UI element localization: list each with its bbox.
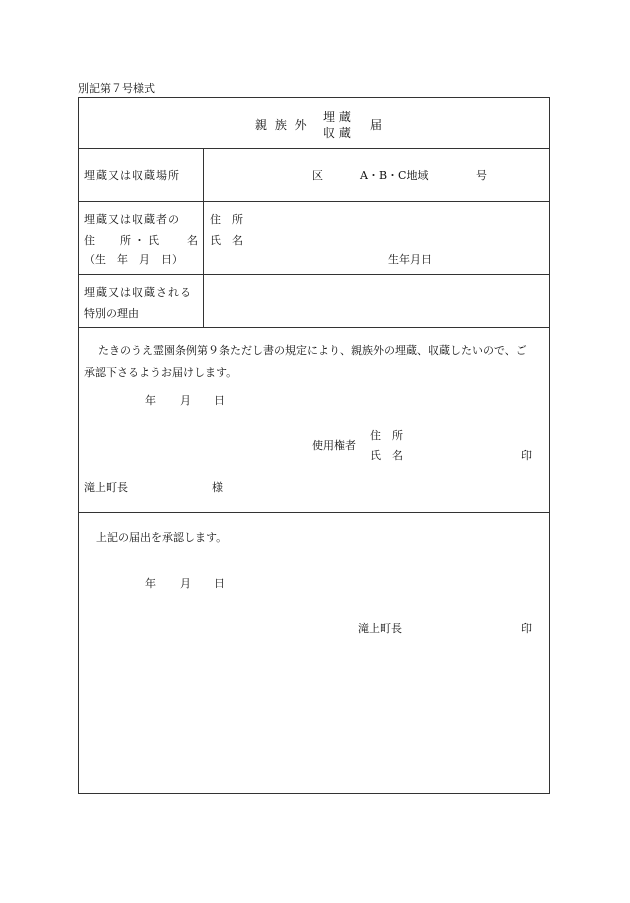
approval-mayor: 滝上町長 (358, 622, 402, 635)
person-label-line2-c: 名 (187, 234, 198, 247)
title-stacked-storage: 収 蔵 (323, 126, 351, 140)
title-suffix: 届 (370, 118, 383, 132)
application-text-line2: 承認下さるようお届けします。 (84, 366, 238, 379)
addressee: 滝上町長 (84, 481, 128, 494)
divider-location (78, 201, 550, 202)
rights-holder-name-label: 氏 名 (370, 449, 403, 462)
person-label-line3: （生 年 月 日） (84, 253, 183, 266)
title-prefix: 親 族 外 (255, 118, 309, 132)
approval-date-month: 月 (180, 577, 191, 590)
form-number: 別記第７号様式 (78, 82, 155, 95)
rights-holder-address-label: 住 所 (370, 429, 403, 442)
divider-person (78, 274, 550, 275)
person-birthdate-label: 生年月日 (388, 253, 432, 266)
person-label-line2-b: 所・氏 (120, 234, 162, 247)
location-ward: 区 (312, 169, 323, 182)
application-date-month: 月 (180, 394, 191, 407)
label-column-divider (203, 148, 204, 327)
location-area: A・B・C地域 (360, 169, 429, 182)
title-stacked-burial: 埋 蔵 (323, 110, 351, 124)
approval-date-year: 年 (145, 577, 156, 590)
person-name-label: 氏 名 (210, 234, 243, 247)
application-date-year: 年 (145, 394, 156, 407)
application-seal: 印 (521, 449, 532, 462)
reason-label-line1: 埋蔵又は収蔵される (84, 286, 192, 299)
rights-holder-label: 使用権者 (312, 439, 356, 452)
person-label-line1: 埋蔵又は収蔵者の (84, 213, 180, 226)
divider-reason (78, 327, 550, 328)
approval-text: 上記の届出を承認します。 (96, 531, 228, 544)
person-label-line2-a: 住 (84, 234, 95, 247)
person-address-label: 住 所 (210, 213, 243, 226)
location-number: 号 (476, 169, 487, 182)
application-date-day: 日 (214, 394, 225, 407)
divider-application (78, 512, 550, 513)
divider-title (78, 148, 550, 149)
approval-date-day: 日 (214, 577, 225, 590)
application-text-line1: たきのうえ霊園条例第９条ただし書の規定により、親族外の埋蔵、収蔵したいので、ご (98, 344, 527, 357)
reason-label-line2: 特別の理由 (84, 307, 139, 320)
location-label: 埋蔵又は収蔵場所 (84, 169, 180, 182)
addressee-honorific: 様 (212, 481, 223, 494)
approval-seal: 印 (521, 622, 532, 635)
